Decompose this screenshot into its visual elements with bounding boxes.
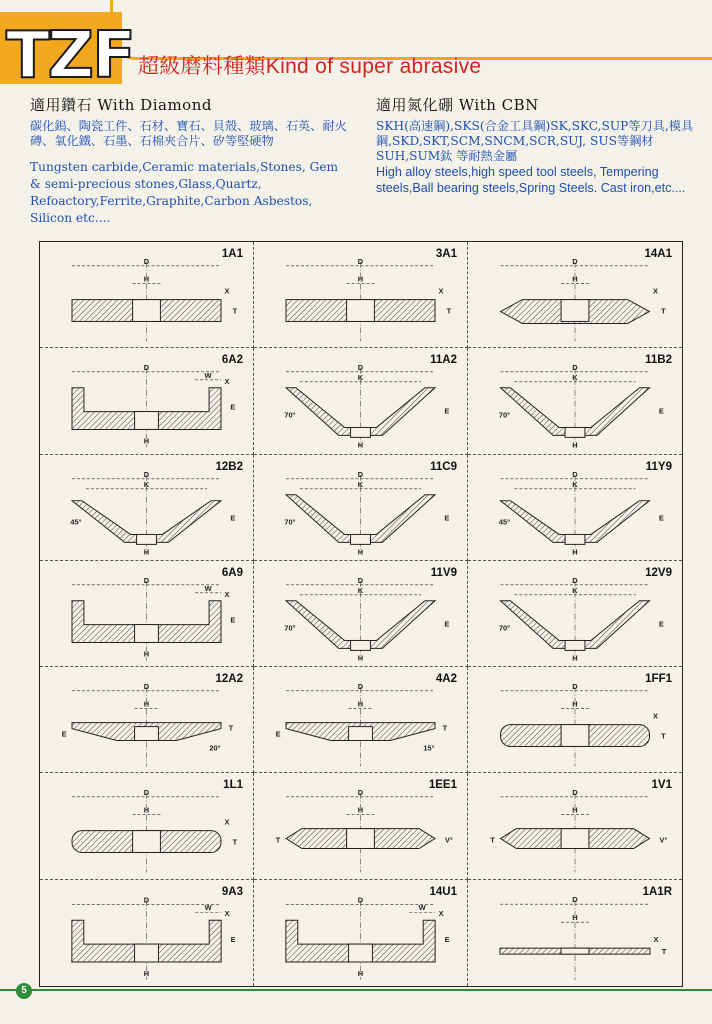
- dimension-label: D: [143, 894, 150, 904]
- dimension-label: H: [357, 546, 364, 556]
- shape-cell: [254, 455, 468, 561]
- dimension-label: D: [357, 681, 364, 691]
- dimension-label: D: [143, 575, 150, 585]
- dimension-label: T: [661, 946, 667, 956]
- dimension-label: D: [357, 469, 364, 479]
- dimension-label: D: [357, 894, 364, 904]
- dimension-label: H: [572, 440, 578, 450]
- dimension-label: K: [572, 585, 578, 595]
- dimension-label: E: [230, 615, 236, 625]
- page-number: 5: [16, 983, 32, 999]
- shape-cell: [40, 880, 254, 986]
- shape-code: 1V1: [651, 779, 672, 792]
- dimension-label: D: [572, 788, 578, 798]
- dimension-label: D: [572, 469, 578, 479]
- shape-code: 1EE1: [428, 779, 457, 792]
- shape-code: 12B2: [215, 460, 243, 473]
- dimension-label: E: [444, 619, 450, 629]
- shape-code: 9A3: [221, 885, 243, 898]
- dimension-label: W: [204, 583, 212, 593]
- angle-label: 70°: [284, 517, 296, 527]
- angle-label: 70°: [284, 623, 296, 633]
- shape-cell: [40, 242, 254, 348]
- shape-cell: [254, 667, 468, 773]
- angle-label: 45°: [498, 517, 511, 527]
- footer-line: [0, 989, 712, 991]
- shape-cell: [468, 348, 682, 454]
- shape-code: 14U1: [429, 885, 457, 898]
- shape-code: 6A2: [221, 354, 243, 367]
- dimension-label: H: [143, 649, 150, 659]
- dimension-label: T: [232, 837, 238, 847]
- dimension-label: E: [230, 934, 236, 944]
- dimension-label: H: [572, 653, 578, 663]
- page-header: [0, 0, 712, 93]
- dimension-label: H: [143, 699, 150, 709]
- dimension-label: H: [143, 436, 150, 446]
- dimension-label: D: [357, 363, 364, 373]
- angle-label: 70°: [498, 410, 511, 420]
- shape-code: 6A9: [221, 566, 243, 579]
- page-title: 超級磨料種類Kind of super abrasive: [138, 55, 482, 78]
- angle-label: 15°: [423, 743, 435, 753]
- dimension-label: H: [357, 806, 364, 816]
- angle-label: 45°: [70, 517, 82, 527]
- dimension-label: W: [204, 371, 212, 381]
- dimension-label: D: [143, 788, 150, 798]
- shape-cell: [468, 242, 682, 348]
- brand-logo-text: TZF: [6, 19, 134, 93]
- brand-logo: [0, 12, 134, 93]
- angle-label: 70°: [498, 623, 511, 633]
- dimension-label: H: [143, 806, 150, 816]
- dimension-label: H: [572, 699, 578, 709]
- wheel-diagram: [468, 773, 682, 878]
- shape-code: 11V9: [430, 566, 457, 579]
- dimension-label: H: [357, 699, 364, 709]
- dimension-label: D: [572, 894, 578, 904]
- dimension-label: H: [143, 546, 150, 556]
- dimension-label: H: [357, 274, 364, 284]
- shape-cell: [468, 455, 682, 561]
- dimension-label: E: [658, 513, 664, 523]
- shape-code: 1A1: [221, 248, 243, 260]
- dimension-label: H: [572, 912, 578, 922]
- dimension-label: T: [661, 306, 666, 316]
- cbn-section: [376, 94, 696, 196]
- dimension-label: H: [572, 806, 578, 816]
- shape-cell: [254, 561, 468, 667]
- dimension-label: H: [143, 274, 150, 284]
- dimension-label: T: [446, 306, 452, 316]
- shape-cell: [468, 880, 682, 986]
- dimension-label: T: [490, 835, 495, 845]
- shape-code: 3A1: [435, 248, 457, 260]
- dimension-label: X: [224, 818, 230, 828]
- dimension-label: K: [357, 373, 364, 383]
- dimension-label: D: [572, 681, 578, 691]
- shape-cell: [254, 242, 468, 348]
- shape-code: 11Y9: [645, 460, 672, 473]
- dimension-label: K: [143, 479, 150, 489]
- dimension-label: K: [572, 373, 578, 383]
- dimension-label: D: [143, 363, 150, 373]
- diamond-section: [30, 94, 348, 227]
- dimension-label: H: [143, 968, 150, 978]
- dimension-label: D: [357, 256, 364, 266]
- shape-cell: [468, 667, 682, 773]
- angle-label: V°: [659, 835, 668, 845]
- shape-code: 11B2: [645, 354, 672, 367]
- dimension-label: D: [572, 256, 578, 266]
- dimension-label: T: [661, 731, 666, 741]
- dimension-label: W: [418, 902, 426, 912]
- dimension-label: H: [572, 274, 578, 284]
- diamond-materials-cn: 碳化鎢、陶瓷工件、石材、寶石、貝殼、玻璃、石英、耐火磚、氧化鐵、石墨、石棉夾合片、矽等堅硬物: [30, 119, 347, 148]
- diamond-materials-en: Tungsten carbide,Ceramic materials,Stones, Gem & semi-precious stones,Glass,Quartz, Refoactory,Ferrite,Graphite,Carbon Asbestos, Silicon etc....: [30, 160, 339, 225]
- dimension-label: X: [652, 711, 658, 721]
- dimension-label: X: [224, 589, 230, 599]
- dimension-label: T: [442, 723, 448, 733]
- dimension-label: D: [357, 575, 364, 585]
- dimension-label: X: [438, 908, 444, 918]
- shape-cell: [40, 455, 254, 561]
- shape-cell: [468, 561, 682, 667]
- angle-label: 70°: [284, 410, 296, 420]
- dimension-label: D: [143, 681, 150, 691]
- shape-code: 11C9: [430, 460, 457, 473]
- dimension-label: D: [143, 256, 150, 266]
- diamond-heading: 適用鑽石 With Diamond: [30, 96, 212, 114]
- shape-cell: [40, 773, 254, 879]
- cbn-materials-en: High alloy steels,high speed tool steels, Tempering steels,Ball bearing steels,Spring Steels. Cast iron,etc....: [376, 165, 686, 195]
- shape-cell: [40, 348, 254, 454]
- angle-label: 20°: [209, 743, 221, 753]
- dimension-label: H: [572, 546, 578, 556]
- dimension-label: W: [204, 902, 212, 912]
- shape-cell: [254, 773, 468, 879]
- dimension-label: E: [275, 729, 281, 739]
- shape-code: 1L1: [223, 779, 243, 792]
- dimension-label: K: [357, 585, 364, 595]
- shape-cell: [254, 348, 468, 454]
- shape-cell: [40, 561, 254, 667]
- dimension-label: X: [224, 286, 230, 296]
- dimension-label: E: [658, 619, 664, 629]
- dimension-label: H: [357, 653, 364, 663]
- shape-code: 4A2: [435, 673, 457, 686]
- cbn-materials-cn: SKH(高速鋼),SKS(合金工具鋼)SK,SKC,SUP等刀具,模具鋼,SKD,SKT,SCM,SNCM,SCR,SUJ, SUS等鋼材SUH,SUM鈦 等耐熱金屬: [376, 119, 694, 163]
- shape-code: 1A1R: [642, 885, 672, 898]
- dimension-label: T: [275, 835, 281, 845]
- dimension-label: E: [230, 513, 236, 523]
- shape-cell: [254, 880, 468, 986]
- dimension-label: D: [357, 788, 364, 798]
- dimension-label: D: [572, 575, 578, 585]
- dimension-label: K: [572, 479, 578, 489]
- angle-label: V°: [444, 835, 453, 845]
- shape-cell: [468, 773, 682, 879]
- dimension-label: X: [224, 377, 230, 387]
- dimension-label: X: [438, 286, 444, 296]
- dimension-label: T: [228, 723, 234, 733]
- dimension-label: E: [444, 934, 450, 944]
- shape-code: 12V9: [645, 566, 672, 579]
- shape-code: 14A1: [644, 248, 672, 260]
- dimension-label: X: [652, 286, 658, 296]
- dimension-label: E: [444, 513, 450, 523]
- shape-code: 12A2: [215, 673, 243, 686]
- dimension-label: E: [444, 406, 450, 416]
- dimension-label: X: [224, 908, 230, 918]
- wheel-shape-grid: [39, 241, 683, 987]
- dimension-label: E: [230, 402, 236, 412]
- dimension-label: H: [357, 440, 364, 450]
- wheel-diagram: [40, 773, 253, 878]
- dimension-label: E: [61, 729, 67, 739]
- dimension-label: X: [653, 934, 659, 944]
- dimension-label: H: [357, 968, 364, 978]
- shape-cell: [40, 667, 254, 773]
- dimension-label: K: [357, 479, 364, 489]
- shape-code: 11A2: [430, 354, 457, 367]
- dimension-label: T: [232, 306, 238, 316]
- shape-code: 1FF1: [645, 673, 672, 686]
- dimension-label: D: [572, 363, 578, 373]
- dimension-label: E: [658, 406, 664, 416]
- cbn-heading: 適用氮化硼 With CBN: [376, 96, 539, 114]
- dimension-label: D: [143, 469, 150, 479]
